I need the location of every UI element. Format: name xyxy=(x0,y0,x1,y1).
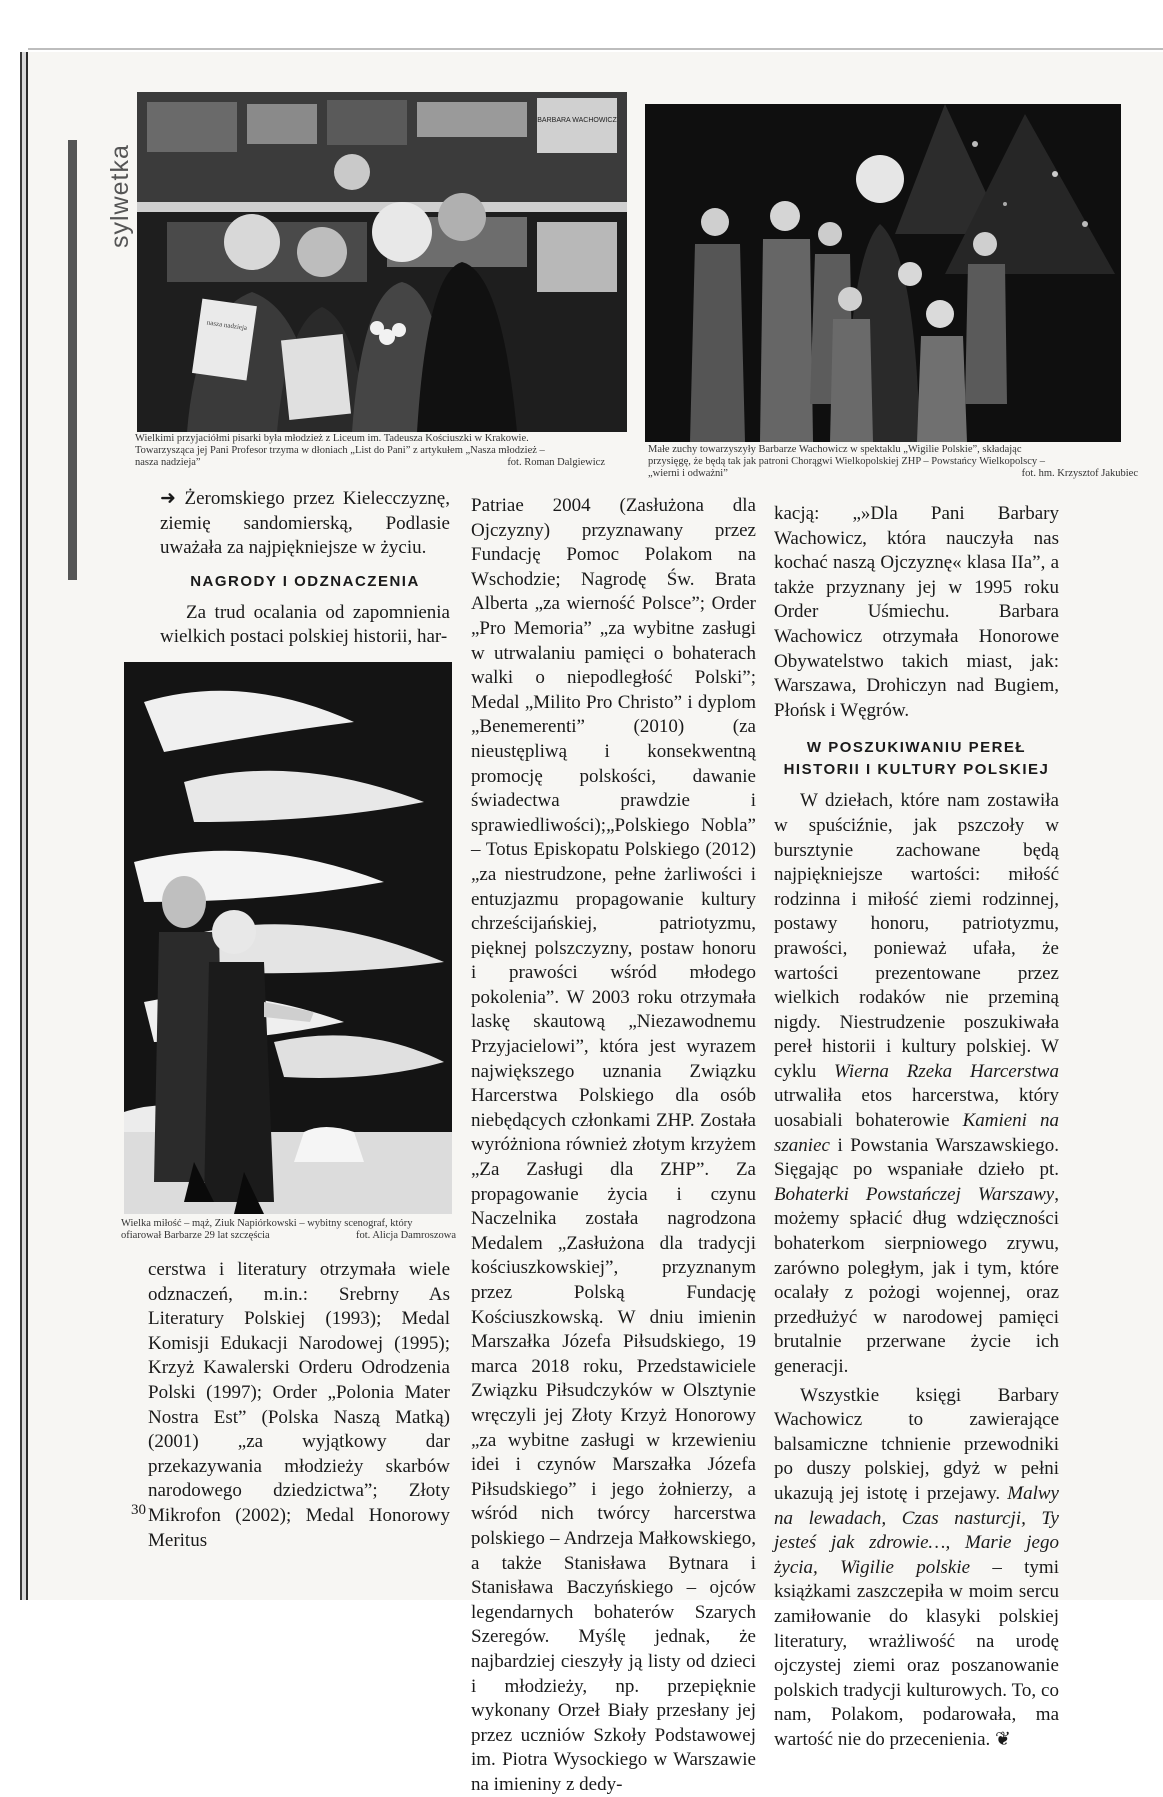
photo2-caption xyxy=(648,444,1138,480)
column-1-top xyxy=(160,487,450,650)
book-text: nasza nadzieja xyxy=(206,318,248,333)
book-titles-list: Malwy na lewadach, Czas nasturcji, Ty jesteś jak zdrowie…, Marie jego życia, Wigilie polskie xyxy=(774,1482,1059,1578)
column-3-para1: kacją: „»Dla Pani Barbary Wachowicz, która nauczyła nas kochać naszą Ojczyznę« klasa IIa”, a także przyznany jej w 1995 roku Order Uśmiechu. Barbara Wachowicz otrzymała Honorowe Obywatelstwo takich miast, jak: Warszawa, Drohiczyn nad Bugiem, Płońsk i Węgrów. xyxy=(774,503,1059,721)
photo1-caption xyxy=(135,433,605,469)
photo-students-illustration xyxy=(137,92,627,432)
column-2-text: Patriae 2004 (Zasłużona dla Ojczyzny) przyznawany przez Fundację Pomoc Polakom na Wschodzie; Nagrodę Św. Brata Alberta „za wierność Polsce”; Order „Pro Memoria” „za wybitne zasługi w utrwalaniu pamięci o bohaterach walki o niepodległość Polski”; Medal „Milito Pro Christo” i dyplom „Benemerenti” (2010) (za nieustępliwą i konsekwentną promocję polskości, dawanie świadectwa prawdzie i sprawiedliwości);„Polskiego Nobla” – Totus Episkopatu Polskiego (2012) „za niestrudzone, pełne żarliwości i entuzjazmu propagowanie kultury chrześcijańskiej, patriotyzmu, pięknej polszczyzny, postaw honoru i prawości wśród młodego pokolenia”. W 2003 roku otrzymała laskę skautową „Niezawodnemu Przyjacielowi”, która jest wyrazem największego uznania Związku Harcerstwa Polskiego dla osób niebędących członkami ZHP. Została wyróżniona również złotym krzyżem „Za Zasługi dla ZHP”. Za propagowanie życia i czynu Naczelnika została nagrodzona Medalem „Zasłużona dla tradycji kościuszkowskiej”, przyznanym przez Polską Fundację Kościuszkowską. W dniu imienin Marszałka Józefa Piłsudskiego, 19 marca 2018 roku, Przedstawiciele Związku Piłsudczyków w Olsztynie wręczyli jej Złoty Krzyż Honorowy „za wybitne zasługi w krzewieniu idei i czynów Marszałka Józefa Piłsudskiego” i jego żołnierzy, a wśród nich twórcy harcerstwa polskiego – Andrzeja Małkowskiego, a także Stanisława Bytnara i Stanisława Baczyńskiego – ojców legendarnych bohaterów Szarych Szeregów. Myślę jednak, że najbardziej cieszyły ją listy od dzieci i młodzieży, np. przepięknie wykonany Orzeł Biały przesłany jej przez uczniów Szkoły Podstawowej im. Piotra Wysockiego w Warszawie na imieniny z dedy- xyxy=(471,495,756,1795)
column-1-intro: Żeromskiego przez Kielecczyznę, ziemię sandomierską, Podlasie uważała za najpiękniejsze w życiu. xyxy=(160,488,450,559)
photo-students-with-writer xyxy=(137,92,627,432)
photo3-caption-line: Wielka miłość – mąż, Ziuk Napiórkowski – wybitny scenograf, który xyxy=(121,1218,413,1229)
para2-text-b: utrwaliła etos harcerstwa, który uosabiali bohaterowie xyxy=(774,1085,1059,1132)
photo1-caption-line: Towarzysząca jej Pani Profesor trzyma w dłoniach „List do Pani” z artykułem „Nasza młodzież – xyxy=(135,445,545,456)
column-3-para3 xyxy=(774,1384,1059,1753)
page-number: 30 xyxy=(131,1502,146,1518)
photo3-caption-line: ofiarował Barbarze 29 lat szczęścia xyxy=(121,1230,270,1241)
poster-text: BARBARA WACHOWICZ xyxy=(537,117,617,124)
continuation-arrow-icon: ➜ xyxy=(160,488,176,509)
photo3-caption xyxy=(121,1218,456,1242)
para2-text-d: , możemy spłacić dług wdzięczności bohaterkom sierpniowego zrywu, zarówno poległym, jak i tym, które ocalały z pożogi wojennej, oraz przedłużyć w narodowej pamięci brutalnie przerwane życie ich generacji. xyxy=(774,1183,1059,1377)
photo2-caption-line: Małe zuchy towarzyszyły Barbarze Wachowicz w spektaklu „Wigilie Polskie”, składając xyxy=(648,444,1022,455)
photo-couple-illustration xyxy=(124,662,452,1214)
page-top-edge xyxy=(28,48,1163,50)
section-label: sylwetka xyxy=(106,144,134,248)
column-1-bottom xyxy=(148,1258,450,1553)
photo2-caption-line: przysięgę, że będą tak jak patroni Chorągwi Wielkopolskiej ZHP – Powstańcy Wielkopolscy – xyxy=(648,456,1046,467)
photo1-caption-line: Wielkimi przyjaciółmi pisarki była młodzież z Liceum im. Tadeusza Kościuszki w Krakowie. xyxy=(135,433,529,444)
para2-text-c: i Powstania Warszawskiego. Sięgając po wspaniałe dzieło pt. xyxy=(774,1134,1059,1181)
para2-text-a: W dziełach, które nam zostawiła w spuściźnie, jak pszczoły w bursztynie zachowane będą najpiękniejsze wartości: miłość rodzinna i miłość ziemi rodzinnej, postawy honoru, patriotyzmu, prawości, ponieważ ufała, że wartości prezentowane przez wielkich rodaków nie przeminą nigdy. Niestrudzenie poszukiwała pereł historii i kultury polskiej. W cyklu xyxy=(774,790,1059,1082)
end-of-article-icon: ❦ xyxy=(995,1728,1011,1750)
book-title-bohaterki: Bohaterki Powstańczej Warszawy xyxy=(774,1183,1055,1205)
photo-scouts-illustration xyxy=(645,104,1121,442)
heading-pearls xyxy=(774,737,1059,781)
para3-text-b: – tymi książkami zaszczepiła w moim sercu zamiłowanie do klasyki polskiej literatury, wrażliwość na urodę ojczystej ziemi oraz poszanowanie polskich tradycji kulturowych. To, co nam, Polakom, podarowała, ma wartość nie do przecenienia. xyxy=(774,1556,1059,1750)
photo2-caption-line: „wierni i odważni” xyxy=(648,468,728,479)
photo3-credit: fot. Alicja Damroszowa xyxy=(355,1230,456,1241)
photo-couple-in-snow xyxy=(124,662,452,1214)
heading-awards: NAGRODY I ODZNACZENIA xyxy=(190,572,420,590)
column-2 xyxy=(471,494,756,1797)
book-title-kamienie: Kamieni na szaniec xyxy=(774,1110,1059,1156)
heading-pearls-line2: HISTORII I KULTURY POLSKIEJ xyxy=(783,761,1050,779)
photo1-credit: fot. Roman Dalgiewicz xyxy=(507,457,605,468)
book-title-wierna-rzeka: Wierna Rzeka Harcerstwa xyxy=(834,1060,1059,1082)
column-1-para2: cerstwa i literatury otrzymała wiele odznaczeń, m.in.: Srebrny As Literatury Polskiej (1993); Medal Komisji Edukacji Narodowej (1995); Krzyż Kawalerski Orderu Odrodzenia Polski (1997); Order „Polonia Mater Nostra Est” (Polska Naszą Matką) (2001) „za wyjątkowy dar przekazywania młodzieży skarbów narodowego dziedzictwa”; Złoty Mikrofon (2002); Medal Honorowy Meritus xyxy=(148,1259,450,1551)
column-3 xyxy=(774,502,1059,1753)
column-1-para1: Za trud ocalania od zapomnienia wielkich postaci polskiej historii, har- xyxy=(160,601,450,648)
column-3-para2 xyxy=(774,789,1059,1379)
photo1-caption-line: nasza nadzieja” xyxy=(135,457,201,468)
heading-pearls-line1: W POSZUKIWANIU PEREŁ xyxy=(806,739,1027,757)
photo2-credit: fot. hm. Krzysztof Jakubiec xyxy=(1021,468,1138,479)
photo-scouts-christmas xyxy=(645,104,1121,442)
section-side-bar xyxy=(68,140,77,580)
para3-text-a: Wszystkie księgi Barbary Wachowicz to zawierające balsamiczne tchnienie przewodniki po duszy polskiej, gdyż w pełni ukazują jej istotę i przejawy. xyxy=(774,1384,1059,1504)
